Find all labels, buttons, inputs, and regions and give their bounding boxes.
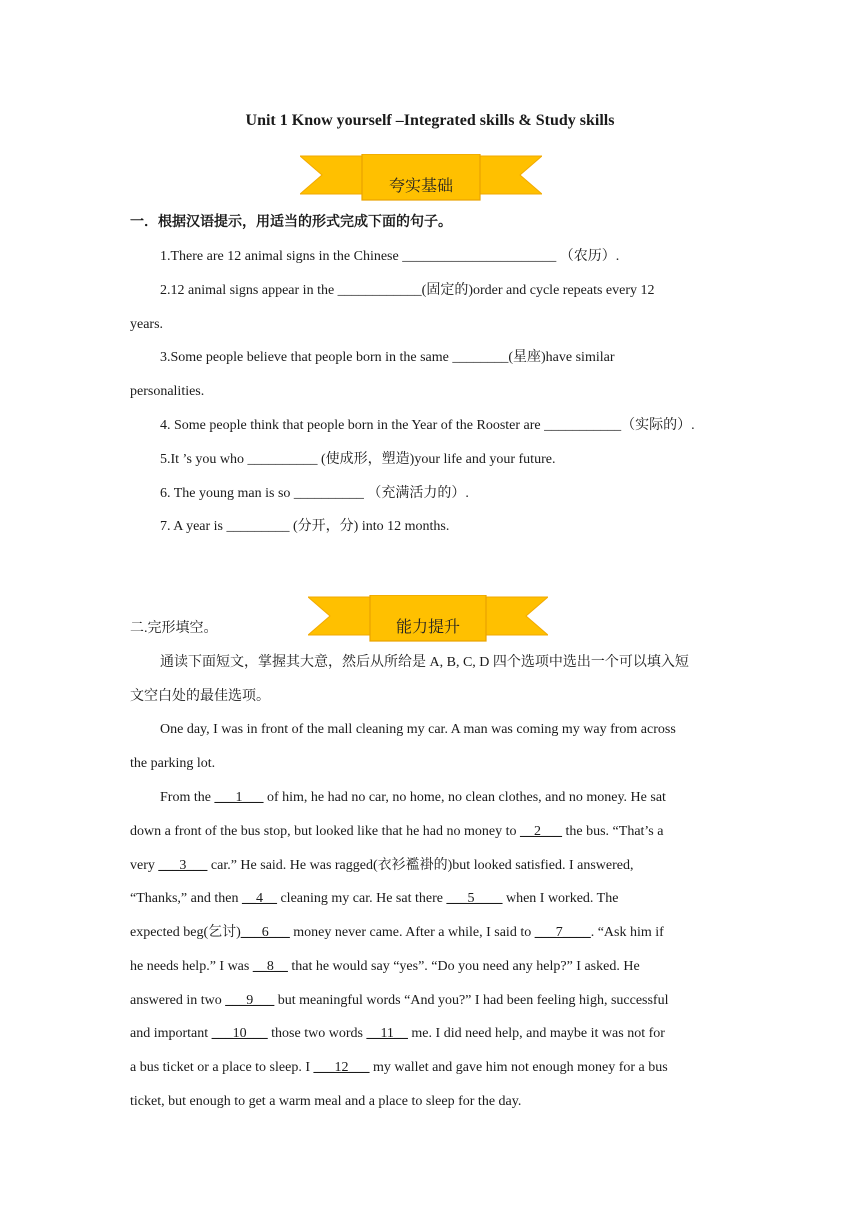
passage-text: very bbox=[130, 858, 159, 873]
passage-text: the bus. “That’s a bbox=[562, 824, 664, 839]
section2-intro: 通读下面短文，掌握其大意，然后从所给是 A, B, C, D 四个选项中选出一个可以填入短 bbox=[160, 655, 689, 670]
blank-9: ___9___ bbox=[225, 993, 275, 1008]
passage-text: but meaningful words “And you?” I had been feeling high, successful bbox=[274, 993, 669, 1008]
question-6: 6. The young man is so __________ （充满活力的）. bbox=[160, 486, 469, 501]
question-4: 4. Some people think that people born in the Year of the Rooster are ___________（实际的）. bbox=[160, 418, 695, 433]
question-5: 5.It ’s you who __________ (使成形，塑造)your life and your future. bbox=[160, 452, 556, 467]
banner-basics-label: 夸实基础 bbox=[388, 176, 453, 195]
passage-line bbox=[130, 1059, 730, 1077]
banner-advanced-label: 能力提升 bbox=[395, 617, 460, 636]
passage-text: cleaning my car. He sat there bbox=[276, 891, 447, 906]
passage-text: answered in two bbox=[130, 993, 226, 1008]
banner-basics bbox=[300, 154, 542, 202]
passage-line bbox=[130, 890, 730, 908]
section1-heading: 一．根据汉语提示，用适当的形式完成下面的句子。 bbox=[130, 215, 452, 230]
page-title: Unit 1 Know yourself –Integrated skills & Study skills bbox=[245, 112, 615, 129]
blank-5: ___5____ bbox=[446, 891, 503, 906]
blank-12: ___12___ bbox=[313, 1060, 370, 1075]
passage-text: a bus ticket or a place to sleep. I bbox=[130, 1060, 314, 1075]
passage-text: down a front of the bus stop, but looked like that he had no money to bbox=[130, 824, 520, 839]
blank-1: ___1___ bbox=[214, 790, 264, 805]
passage-text: my wallet and gave him not enough money for a bus bbox=[369, 1060, 668, 1075]
question-3-cont: personalities. bbox=[130, 384, 205, 399]
question-7: 7. A year is _________ (分开，分) into 12 months. bbox=[160, 519, 450, 534]
question-2-cont: years. bbox=[130, 317, 164, 332]
passage-text: he needs help.” I was bbox=[130, 959, 253, 974]
passage-text: and important bbox=[130, 1026, 212, 1041]
passage-text: . “Ask him if bbox=[590, 925, 664, 940]
question-3: 3.Some people believe that people born in the same ________(星座)have similar bbox=[160, 350, 615, 365]
blank-3: ___3___ bbox=[158, 858, 208, 873]
passage-text: me. I did need help, and maybe it was not for bbox=[407, 1026, 665, 1041]
blank-6: ___6___ bbox=[240, 925, 290, 940]
passage-line bbox=[130, 992, 730, 1010]
blank-2: __2___ bbox=[520, 824, 562, 839]
passage-text: of him, he had no car, no home, no clean clothes, and no money. He sat bbox=[263, 790, 666, 805]
passage-text: those two words bbox=[267, 1026, 367, 1041]
passage-text: money never came. After a while, I said to bbox=[289, 925, 535, 940]
passage-text: that he would say “yes”. “Do you need any help?” I asked. He bbox=[287, 959, 640, 974]
passage-line bbox=[130, 958, 730, 976]
section2-heading: 二.完形填空。 bbox=[130, 621, 218, 636]
question-2: 2.12 animal signs appear in the ____________(固定的)order and cycle repeats every 12 bbox=[160, 283, 655, 298]
blank-11: __11__ bbox=[366, 1026, 408, 1041]
passage-line bbox=[130, 857, 730, 875]
passage-line: ticket, but enough to get a warm meal and a place to sleep for the day. bbox=[130, 1094, 522, 1109]
blank-7: ___7____ bbox=[534, 925, 591, 940]
passage-text: From the bbox=[160, 790, 215, 805]
question-1: 1.There are 12 animal signs in the Chinese ______________________ （农历）. bbox=[160, 249, 620, 264]
passage-line bbox=[130, 823, 730, 841]
passage-line bbox=[130, 924, 730, 942]
passage-line bbox=[130, 1025, 730, 1043]
section2-intro-cont: 文空白处的最佳选项。 bbox=[130, 689, 270, 704]
passage-text: expected beg(乞讨) bbox=[130, 925, 241, 940]
passage-line: the parking lot. bbox=[130, 756, 216, 771]
passage-line: One day, I was in front of the mall cleaning my car. A man was coming my way from across bbox=[160, 722, 676, 737]
passage-text: when I worked. The bbox=[502, 891, 619, 906]
passage-text: car.” He said. He was ragged(衣衫襤褂的)but looked satisfied. I answered, bbox=[207, 858, 634, 873]
blank-10: ___10___ bbox=[211, 1026, 268, 1041]
blank-4: __4__ bbox=[241, 891, 277, 906]
passage-line bbox=[160, 789, 760, 807]
passage-text: “Thanks,” and then bbox=[130, 891, 242, 906]
blank-8: __8__ bbox=[252, 959, 288, 974]
